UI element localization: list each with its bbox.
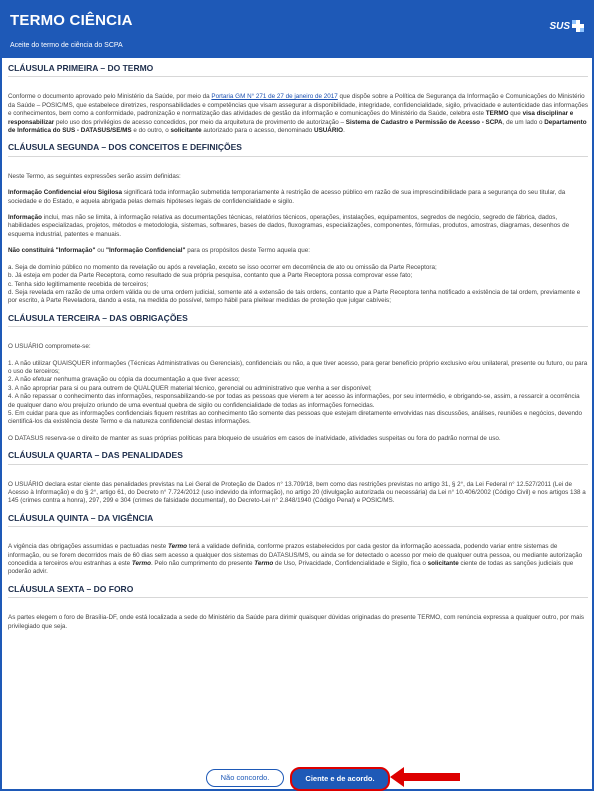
list-item: a. Seja de domínio público no momento da revelação ou após a revelação, exceto se isso ocorrer em decorrência de ato ou omissão da Parte Receptora; <box>8 263 437 271</box>
clause-3-closing: O DATASUS reserva-se o direito de manter as suas próprias políticas para bloqueio de usuários em casos de inatividade, atividades suspeitas ou fora do padrão normal de uso. <box>8 434 501 442</box>
clause-6-text: As partes elegem o foro de Brasília-DF, onde está localizada a sede do Ministério da Saúde para dirimir quaisquer dúvidas originadas do presente TERMO, com renúncia expressa a qualquer outro, por mais privilegiado que seja. <box>8 614 585 630</box>
sus-logo <box>549 20 584 32</box>
decline-button[interactable]: Não concordo. <box>206 769 284 787</box>
term-content <box>8 64 588 639</box>
list-item: 2. A não efetuar nenhuma gravação ou cópia da documentação a que tiver acesso; <box>8 376 240 384</box>
list-item: 5. Em cuidar para que as informações confidenciais fiquem restritas ao conhecimento tão somente das pessoas que estejam diretamente envolvidas nas discussões, análises, reuniões e negócios, devendo cientificá-los da existência deste Termo e da natureza confidencial destas informações. <box>8 409 583 426</box>
clause-title-4: CLÁUSULA QUARTA – DAS PENALIDADES <box>8 451 588 464</box>
portaria-link[interactable]: Portaria GM N° 271 de 27 de janeiro de 2017 <box>211 93 338 101</box>
action-bar <box>0 764 594 788</box>
page-title: TERMO CIÊNCIA <box>10 12 133 29</box>
clause-3-intro: O USUÁRIO compromete-se: <box>8 343 91 351</box>
list-item: d. Seja revelada em razão de uma ordem válida ou de uma ordem judicial, somente até a extensão de tais ordens, contanto que a Parte Receptora tenha notificado a existência de tal ordem, previamente e por escrito, à Parte Reveladora, dando a esta, na medida do possível, tempo hábil para pleitear medidas de proteção que julgar cabíveis; <box>8 288 581 305</box>
obligations-list <box>8 360 588 427</box>
clause-title-6: CLÁUSULA SEXTA – DO FORO <box>8 585 588 598</box>
clause-title-2: CLÁUSULA SEGUNDA – DOS CONCEITOS E DEFINIÇÕES <box>8 143 588 156</box>
sus-cross-icon <box>572 20 584 32</box>
clause-title-3: CLÁUSULA TERCEIRA – DAS OBRIGAÇÕES <box>8 314 588 327</box>
page-subtitle: Aceite do termo de ciência do SCPA <box>10 42 123 49</box>
definition-exclusions: Não constituirá "Informação" ou "Informação Confidencial" para os propósitos deste Termo aquela que: <box>8 247 310 255</box>
list-item: 3. A não apropriar para si ou para outrem de QUALQUER material técnico, gerencial ou administrativo que venha a ser disponível; <box>8 384 372 392</box>
definition-confidential: Informação Confidencial e/ou Sigilosa significará toda informação submetida temporariamente à restrição de acesso público em razão de sua imprescindibilidade para a segurança do seu titular, da sociedade e do Estado, e aquela abrigada pelas demais hipóteses legais de confidencialidade e sigilo. <box>8 189 566 205</box>
list-item: 1. A não utilizar QUAISQUER informações (Técnicas Administrativas ou Gerenciais), confidenciais ou não, a que tiver acesso, para gerar benefício próprio exclusivo e/ou unilateral, presente ou futuro, ou para o uso de terceiros; <box>8 359 588 375</box>
accept-button[interactable]: Ciente e de acordo. <box>290 767 390 791</box>
clause-4-text: O USUÁRIO declara estar ciente das penalidades previstas na Lei Geral de Proteção de Dados n° 13.709/18, bem como das restrições previstas no artigo 31, § 2°, da Lei Federal n° 12.527/2011 (Lei de Acesso à Informação) e do § 2°, artigo 61, do Decreto n° 7.724/2012 (uso indevido da informação), no artigo 20 (divulgação autorizada ou necessária) da Lei n° 10.406/2002 (Código Civil) e nos artigos 138 a 145 (crimes contra a honra), 297, 299 e 304 (crimes de falsidade documental), do Decreto-Lei n° 2.848/1940 (Código Penal) e POSIC/MS. <box>8 480 586 505</box>
red-arrow-icon <box>390 766 462 788</box>
list-item: b. Já esteja em poder da Parte Receptora, como resultado de sua própria pesquisa, contanto que a Parte Receptora possa comprovar esse fato; <box>8 272 413 280</box>
clause-title-1: CLÁUSULA PRIMEIRA – DO TERMO <box>8 64 588 77</box>
clause-title-5: CLÁUSULA QUINTA – DA VIGÊNCIA <box>8 514 588 527</box>
modal-header <box>2 0 592 58</box>
exclusion-list <box>8 264 588 306</box>
list-item: c. Tenha sido legitimamente recebida de terceiros; <box>8 280 149 288</box>
definition-information: Informação inclui, mas não se limita, à informação relativa as documentações técnicas, relatórios técnicos, operações, instalações, equipamentos, segredos de negócio, segredo de fábrica, dados, habilidades especializadas, projetos, métodos e metodologia, sistemas, softwares, bases de dados, fluxogramas, especializações, componentes, fórmulas, produtos, amostras, diagramas, desenhos de esquema industrial, patentes e manuais. <box>8 214 570 238</box>
clause-2-intro: Neste Termo, as seguintes expressões serão assim definidas: <box>8 172 181 180</box>
clause-5-text: A vigência das obrigações assumidas e pactuadas neste Termo terá a validade definida, conforme prazos estabelecidos por cada gestor da informação acessada, podendo variar entre sistemas de informação, ou se forem decorridos mais de 60 dias sem acesso a qualquer dos sistemas do DATASUS/MS, ou ainda se for detectado o acesso por meio de qualquer outra pessoa, ou mediante autorização concedida a terceiros e/ou estranhas a este Termo. Pelo não cumprimento do presente Termo de Uso, Privacidade, Confidencialidade e Sigilo, fica o solicitante ciente de todas as sanções judiciais que poderão advir. <box>8 543 583 576</box>
sus-logo-text: SUS <box>549 20 570 32</box>
list-item: 4. A não repassar o conhecimento das informações, responsabilizando-se por todas as pessoas que vierem a ter acesso às informações, por seu intermédio, e obrigando-se, assim, a ressarcir a ocorrência de qualquer dano e/ou prejuízo oriundo de uma eventual quebra de sigilo ou confidencialidade de todas as informações fornecidas. <box>8 393 580 409</box>
clause-1-text: Conforme o documento aprovado pelo Ministério da Saúde, por meio da Portaria GM N° 271 de 27 de janeiro de 2017 que dispõe sobre a Política de Segurança da Informação e Comunicações do Ministério da Saúde – POSIC/MS, que estabelece diretrizes, responsabilidades e competências que visam assegurar a disponibilidade, integridade, confidencialidade, sigilo, privacidade e autenticidade das informações e conhecimentos, bem como a conformidade, padronização e normatização das atividades de gestão da informação e comunicações do Ministério da Saúde, celebra este TERMO que visa disciplinar e responsabilizar pelo uso dos privilégios de acesso concedidos, por meio da arquitetura de provimento de autorização – Sistema de Cadastro e Permissão de Acesso - SCPA, de um lado o Departamento de Informática do SUS - DATASUS/SE/MS e do outro, o solicitante autorizado para o acesso, denominado USUÁRIO. <box>8 93 589 135</box>
